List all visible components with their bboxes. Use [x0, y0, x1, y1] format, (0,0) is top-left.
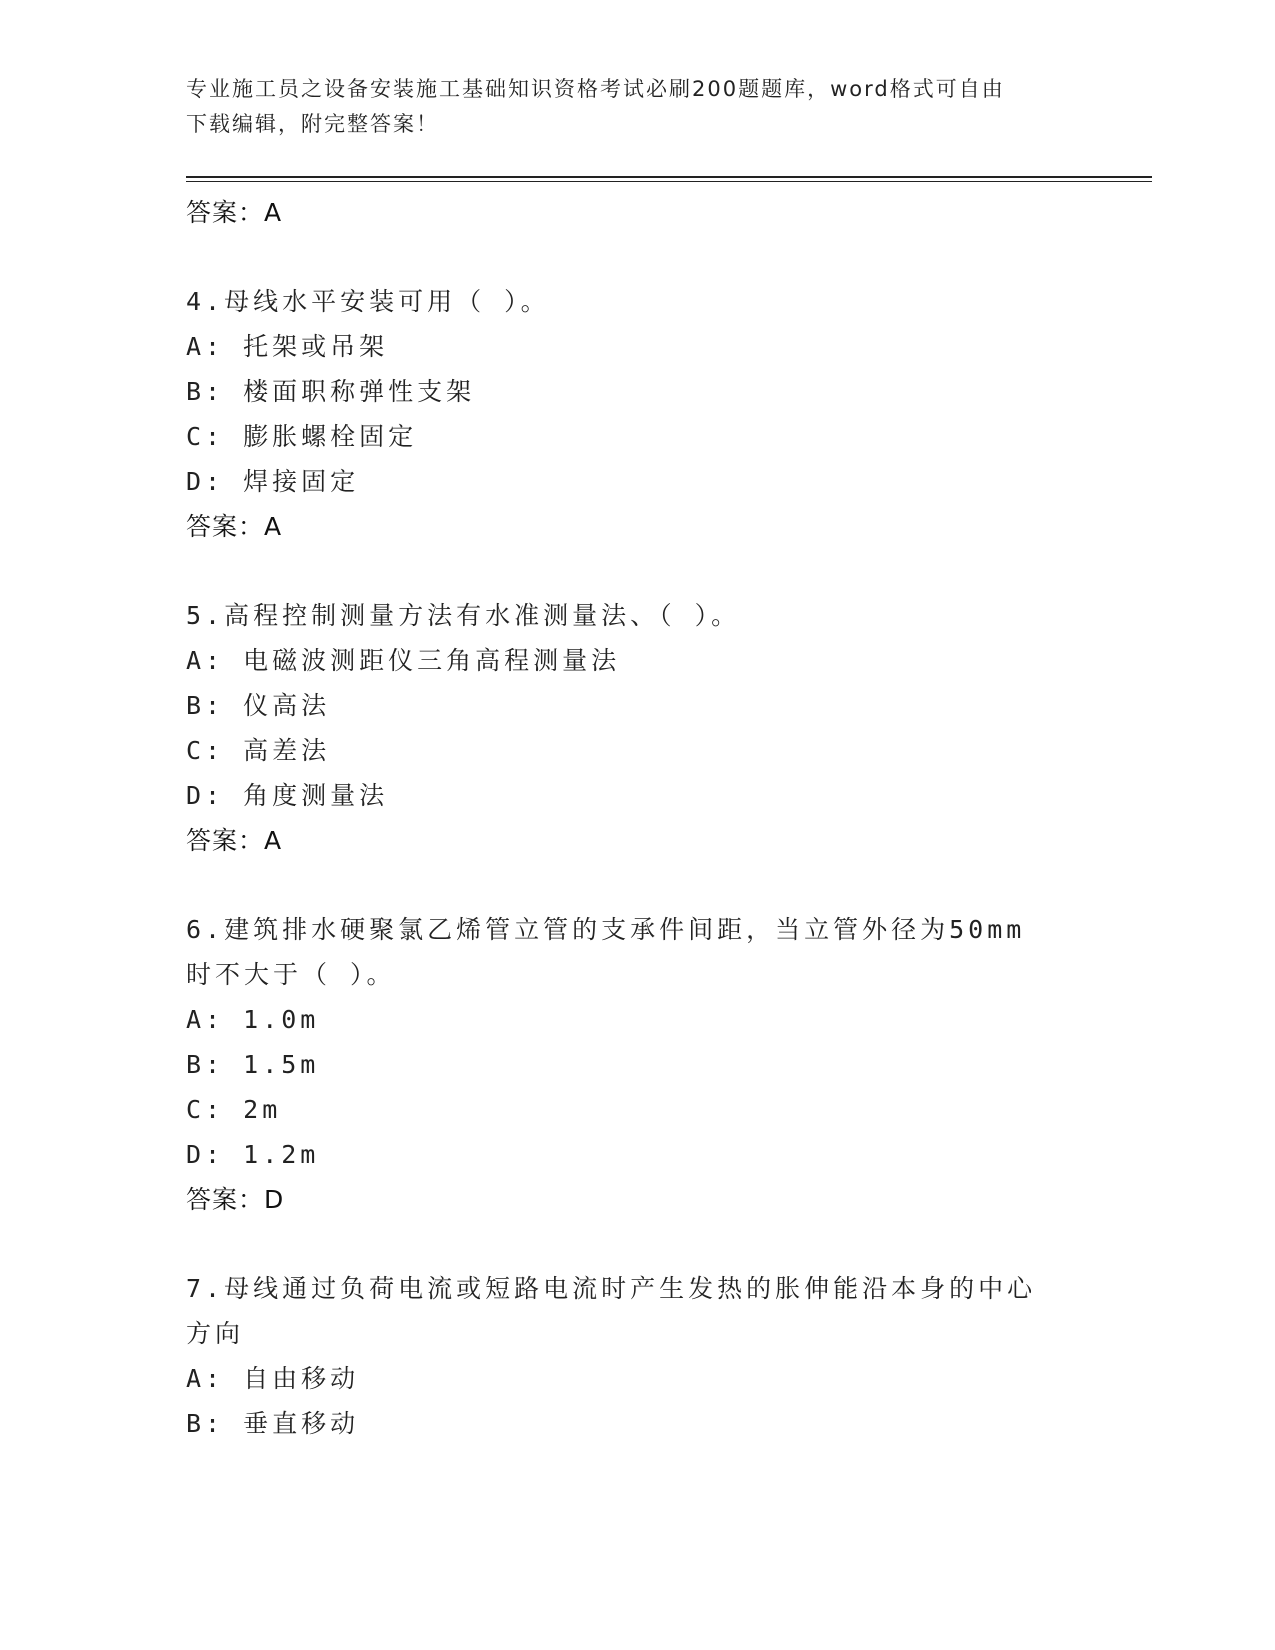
question-7 — [186, 1266, 1086, 1446]
question-text: 4.母线水平安装可用（ ）。 — [186, 287, 550, 316]
answer-line: 答案：D — [186, 1185, 285, 1214]
question-4 — [186, 279, 1086, 549]
header-divider-thin — [186, 181, 1152, 182]
option-c: C: 2m — [186, 1095, 282, 1124]
question-text: 6.建筑排水硬聚氯乙烯管立管的支承件间距，当立管外径为50mm时不大于（ ）。 — [186, 915, 1026, 989]
header-divider-thick — [186, 176, 1152, 178]
answer-line: 答案：A — [186, 512, 283, 541]
question-text: 5.高程控制测量方法有水准测量法、（ ）。 — [186, 601, 741, 630]
block-gap — [186, 1222, 1086, 1266]
option-d: D: 焊接固定 — [186, 467, 360, 496]
option-d: D: 角度测量法 — [186, 781, 389, 810]
block-gap — [186, 235, 1086, 279]
option-b: B: 仪高法 — [186, 691, 331, 720]
option-a: A: 自由移动 — [186, 1364, 360, 1393]
question-6 — [186, 907, 1086, 1222]
question-5 — [186, 593, 1086, 863]
option-b: B: 1.5m — [186, 1050, 320, 1079]
option-b: B: 楼面职称弹性支架 — [186, 377, 476, 406]
option-b: B: 垂直移动 — [186, 1409, 360, 1438]
document-header: 专业施工员之设备安装施工基础知识资格考试必刷200题题库，word格式可自由 下载编辑，附完整答案！ — [186, 77, 1005, 136]
block-gap — [186, 863, 1086, 907]
option-c: C: 高差法 — [186, 736, 331, 765]
option-c: C: 膨胀螺栓固定 — [186, 422, 418, 451]
question-list — [186, 190, 1086, 1446]
block-gap — [186, 549, 1086, 593]
answer-line: 答案：A — [186, 826, 283, 855]
option-a: A: 托架或吊架 — [186, 332, 389, 361]
option-a: A: 电磁波测距仪三角高程测量法 — [186, 646, 621, 675]
answer-line: 答案：A — [186, 198, 283, 227]
question-text: 7.母线通过负荷电流或短路电流时产生发热的胀伸能沿本身的中心方向 — [186, 1274, 1037, 1348]
option-d: D: 1.2m — [186, 1140, 320, 1169]
option-a: A: 1.0m — [186, 1005, 320, 1034]
